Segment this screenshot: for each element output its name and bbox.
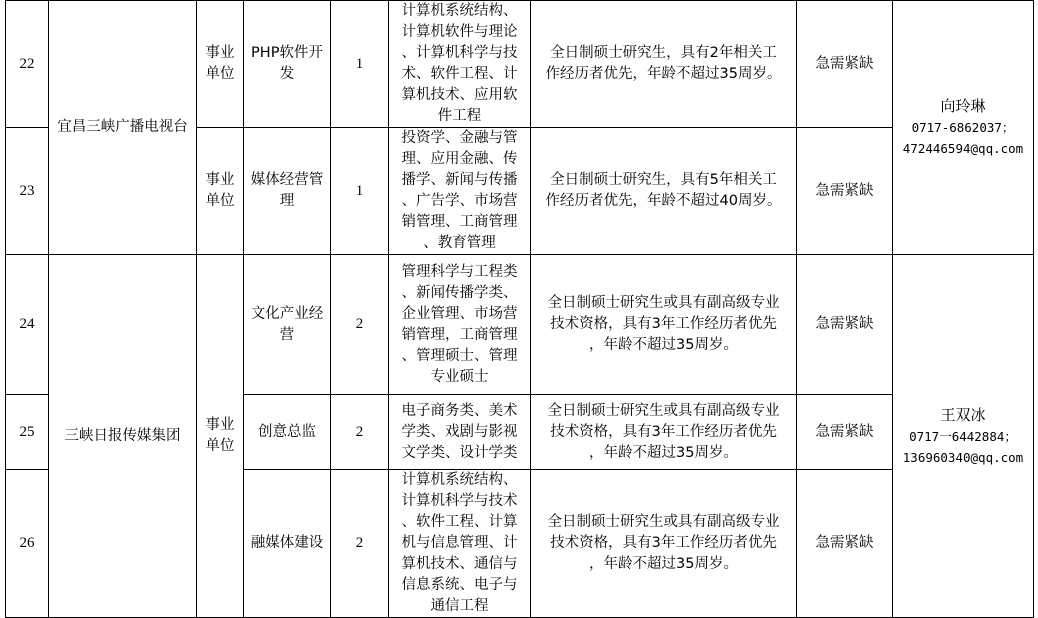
position-name: 媒体经营管理 xyxy=(244,128,331,255)
headcount: 1 xyxy=(331,128,389,255)
contact-phone: 0717-6862037； xyxy=(911,120,1015,135)
other-requirement: 全日制硕士研究生或具有副高级专业 技术资格，具有3年工作经历者优先 ，年龄不超过35周岁。 xyxy=(531,470,797,618)
major-requirement: 管理科学与工程类 、新闻传播学类、 企业管理、市场营 销管理，工商管理 、管理硕士、管理 专业硕士 xyxy=(389,255,531,395)
table-row xyxy=(6,255,1034,395)
other-requirement: 全日制硕士研究生，具有5年相关工 作经历者优先，年龄不超过40周岁。 xyxy=(531,128,797,255)
contact-phone: 0717一6442884； xyxy=(909,428,1017,444)
contact-info xyxy=(893,255,1034,618)
major-requirement: 投资学、金融与管 理、应用金融、传 播学、新闻与传播 、广告学、市场营 销管理、工商管理 、教育管理 xyxy=(389,128,531,255)
headcount: 2 xyxy=(331,255,389,395)
unit-name: 三峡日报传媒集团 xyxy=(49,255,197,618)
row-number: 22 xyxy=(6,1,49,128)
major-requirement: 计算机系统结构、 计算机科学与技术 、软件工程、计算 机与信息管理、计 算机技术、通信与 信息系统、电子与 通信工程 xyxy=(389,470,531,618)
headcount: 1 xyxy=(331,1,389,128)
major-requirement: 计算机系统结构、 计算机软件与理论 、计算机科学与技 术、软件工程、计 算机技术、应用软 件工程 xyxy=(389,1,531,128)
recruitment-table xyxy=(5,0,1034,618)
other-requirement: 全日制硕士研究生或具有副高级专业 技术资格，具有3年工作经历者优先 ，年龄不超过35周岁。 xyxy=(531,255,797,395)
major-requirement: 电子商务类、美术 学类、戏剧与影视 文学类、设计学类 xyxy=(389,395,531,470)
unit-name: 宜昌三峡广播电视台 xyxy=(49,1,197,255)
contact-email: 472446594@qq.com xyxy=(902,141,1024,156)
position-name: 文化产业经营 xyxy=(244,255,331,395)
position-name: 创意总监 xyxy=(244,395,331,470)
headcount: 2 xyxy=(331,470,389,618)
remark: 急需紧缺 xyxy=(797,1,893,128)
position-name: PHP软件开发 xyxy=(244,1,331,128)
other-requirement: 全日制硕士研究生，具有2年相关工 作经历者优先，年龄不超过35周岁。 xyxy=(531,1,797,128)
remark: 急需紧缺 xyxy=(797,255,893,395)
table-row xyxy=(6,1,1034,128)
contact-name: 向玲琳 xyxy=(940,97,986,115)
unit-type: 事业单位 xyxy=(197,128,244,255)
other-requirement: 全日制硕士研究生或具有副高级专业 技术资格，具有3年工作经历者优先 ，年龄不超过35周岁。 xyxy=(531,395,797,470)
row-number: 23 xyxy=(6,128,49,255)
unit-type: 事业单位 xyxy=(197,255,244,618)
contact-name: 王双冰 xyxy=(940,405,986,424)
row-number: 26 xyxy=(6,470,49,618)
unit-type: 事业单位 xyxy=(197,1,244,128)
position-name: 融媒体建设 xyxy=(244,470,331,618)
headcount: 2 xyxy=(331,395,389,470)
remark: 急需紧缺 xyxy=(797,128,893,255)
remark: 急需紧缺 xyxy=(797,395,893,470)
remark: 急需紧缺 xyxy=(797,470,893,618)
contact-email: 136960340@qq.com xyxy=(902,449,1024,465)
row-number: 24 xyxy=(6,255,49,395)
row-number: 25 xyxy=(6,395,49,470)
contact-info xyxy=(893,1,1034,255)
